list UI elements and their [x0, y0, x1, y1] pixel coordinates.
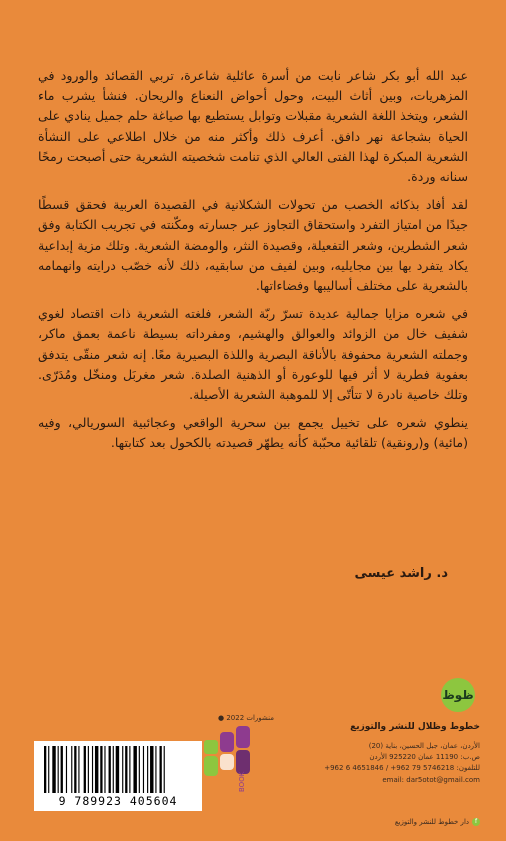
edition-label: منشورات 2022 ●: [218, 714, 275, 722]
blurb-paragraph-1: عبد الله أبو بكر شاعر نابت من أسرة عائلية شاعرة، تربي القصائد والورود في المزهريات، وبين أثاث البيت، وحول أحواض النعناع والريحان. فنشأ يشرب ماء الشعر، ويتخذ اللغة الشعرية مقبلات وتوابل يستطيع بها صياغة حلم جميل ينادي على الحياة بشجاعة نهر دافق. أعرف ذلك وأكثر منه من خلال اطلاعي على النشأة الشعرية المبكرة لهذا الفتى العالي الذي تنامت شخصيته الشعرية حتى أصبحت رمحًا سنانه وردة.: [38, 68, 468, 185]
publisher-phone: للتلفون: 5746218 79 962+ / 4651846 6 962+: [324, 764, 480, 773]
blurb-paragraph-4: ينطوي شعره على تخييل يجمع بين سحرية الواقعي وعجائبية السوريالي، وفيه (مائية) و(رونقية) تلقائية محبّبة كأنه يطهّر قصيدته بالكحول بعد كتابتها.: [38, 415, 468, 451]
publisher-contact: [270, 741, 480, 786]
blurb-paragraph-2: لقد أفاد بذكائه الخصب من تحولات الشكلانية في القصيدة العربية فحقق قسطًا جيدًا من امتياز التفرد واستحقاق التجاوز عبر جسارته ومكّنته في تجريب الكتابة وفق شعر الشطرين، وشعر التفعيلة، وقصيدة النثر، والومضة الشعرية. وتلك مزية إبداعية يكاد يتفرد بها بين مجايليه، وبين لفيف من سابقيه، ذلك لأنه خصّب درايته وانهمامه بالشعرية على مختلف أساليبها وفضاءاتها.: [38, 197, 468, 294]
publisher-po-box: ص.ب: 11190 عمان 925220 الأردن: [369, 753, 480, 762]
author-name: د. راشد عيسى: [354, 566, 448, 581]
social-handle: دار خطوط للنشر والتوزيع: [394, 818, 469, 826]
publisher-logo-icon: [441, 678, 475, 712]
book-logo-text: BOOK: [238, 771, 246, 792]
isbn-number: 9 789923 405604: [58, 794, 178, 808]
book-logo-icon: [204, 726, 252, 800]
facebook-icon: f: [472, 818, 480, 826]
barcode-bars: [44, 746, 192, 793]
blurb-text: [38, 66, 468, 462]
publisher-logo-text: ظوظ: [442, 688, 474, 702]
publisher-email: email: dar5otot@gmail.com: [382, 775, 480, 784]
publisher-name: خطوط وظلال للنشر والتوزيع: [350, 722, 480, 732]
blurb-paragraph-3: في شعره مزايا جمالية عديدة تسرّ ربّة الشعر، فلغته الشعرية ذات اقتصاد لغوي شفيف خال من الزوائد والعوالق والهشيم، ومفرداته بسيطة ناعمة بعمق ماكر، وجملته الشعرية محفوفة بالأناقة البصرية واللذة البصيرية معًا. إنه شعر منقّى يتدفق بعفوية فطرية لا أثر فيها للوعورة أو الذهنية الصلدة. شعر مغربَل ومنخّل ومُدَرّى. وتلك خاصية نادرة لا تتأتّى إلا للموهبة الشعرية الأصيلة.: [38, 306, 468, 403]
publisher-address: الأردن، عمان، جبل الحسين، بناية (20): [368, 742, 480, 750]
isbn-barcode: [34, 741, 202, 811]
publisher-social: [395, 818, 480, 826]
